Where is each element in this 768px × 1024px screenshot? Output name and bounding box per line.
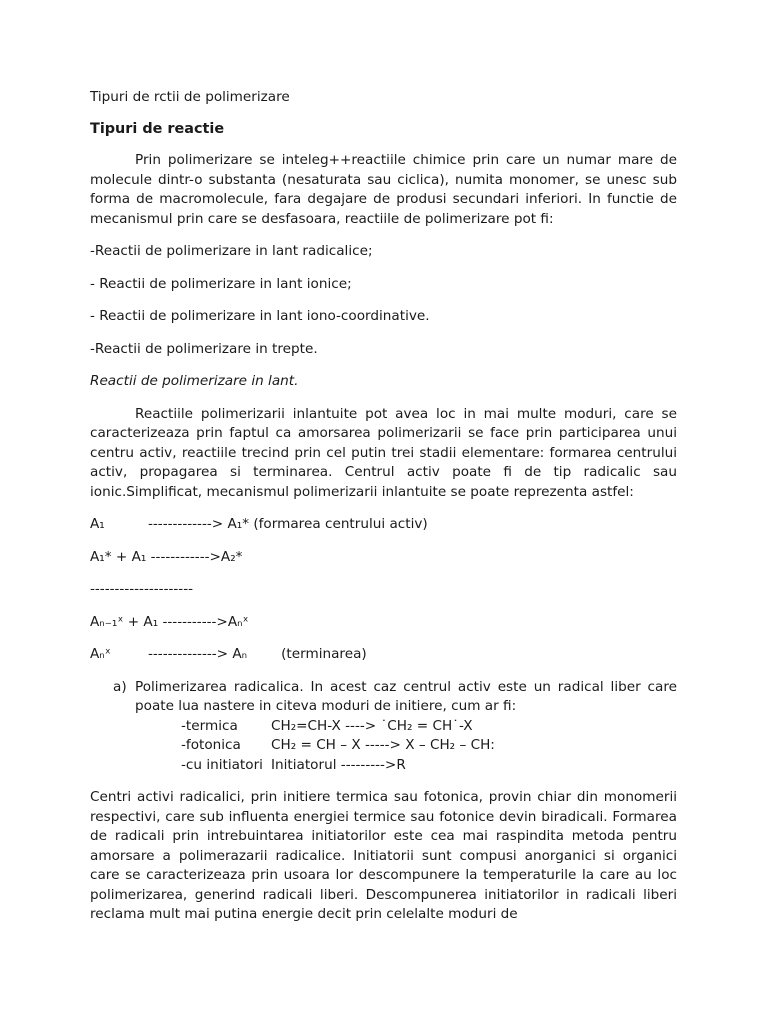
equation-termination (90, 645, 677, 665)
method-name: -cu initiatori (181, 756, 263, 773)
equation-initiation-left: A₁ (90, 516, 105, 532)
chain-paragraph: Reactiile polimerizarii inlantuite pot avea loc in mai multe moduri, care se caracterizeaza prin faptul ca amorsarea polimerizarii se face prin participarea unui centru activ, reactiile trecind prin cel putin trei stadii elementare: formarea centrului activ, propagarea si terminarea. Centrul activ poate fi de tip radicalic sau ionic.Simplificat, mecanismul polimerizarii inlantuite se poate reprezenta astfel: (90, 405, 677, 500)
equation-propagation-general: Aₙ₋₁ˣ + A₁ ----------->Aₙˣ (90, 613, 249, 630)
type-item-ionic: - Reactii de polimerizare in lant ionice; (90, 275, 352, 292)
method-reaction: CH₂ = CH – X -----> X – CH₂ – CH: (271, 737, 495, 753)
type-item-radical: -Reactii de polimerizare in lant radicalice; (90, 243, 373, 259)
equation-termination-right: (terminarea) (281, 646, 367, 662)
equation-separator: --------------------- (90, 581, 194, 597)
type-item-step: -Reactii de polimerizare in trepte. (90, 340, 318, 357)
method-reaction: CH₂=CH-X ----> ˙CH₂ = CH˙-X (271, 717, 473, 734)
document-page (90, 88, 677, 925)
list-item-text: Polimerizarea radicalica. In acest caz centrul activ este un radical liber care poate lua nastere in citeva moduri de initiere, cum ar fi: (135, 678, 677, 714)
equation-termination-left: Aₙˣ (90, 646, 111, 662)
chain-section-title: Reactii de polimerizare in lant. (90, 373, 299, 389)
equation-initiation-right: -------------> A₁* (formarea centrului activ) (148, 516, 428, 532)
document-title: Tipuri de rctii de polimerizare (90, 89, 290, 105)
final-paragraph: Centri activi radicalici, prin initiere termica sau fotonica, provin chiar din monomerii respectivi, care sub influenta energiei termice sau fotonice devin biradicali. Formarea de radicali prin intrebuintarea initiatorilor este cea mai raspindita metoda pentru amorsare a polimerazarii radicalice. Initiatorii sunt compusi anorganici si organici care se caracterizeaza prin usoara lor descompunere la temperaturile la care au loc polimerizarea, generind radicali liberi. Descompunerea initiatorilor in radicali liberi reclama mult mai putina energie decit prin celelalte moduri de (90, 789, 677, 922)
intro-paragraph: Prin polimerizare se inteleg++reactiile chimice prin care un numar mare de molecule dintr-o substanta (nesaturata sau ciclica), numita monomer, se unesc sub forma de macromolecule, fara degajare de produsi secundari inferiori. In functie de mecanismul prin care se desfasoara, reactiile de polimerizare pot fi: (90, 152, 677, 227)
list-item-radical-polymerization (90, 678, 677, 776)
equation-termination-mid: --------------> Aₙ (148, 646, 248, 662)
initiation-method-photonic (135, 736, 677, 756)
list-marker: a) (113, 678, 127, 695)
section-heading: Tipuri de reactie (90, 120, 225, 137)
method-reaction: Initiatorul --------->R (271, 756, 406, 773)
initiation-method-initiators (135, 756, 677, 776)
equation-initiation (90, 515, 677, 535)
type-item-coordinative: - Reactii de polimerizare in lant iono-coordinative. (90, 308, 430, 324)
method-name: -termica (181, 717, 238, 734)
initiation-method-thermal (135, 717, 677, 737)
equation-propagation-first: A₁* + A₁ ------------>A₂* (90, 548, 243, 565)
method-name: -fotonica (181, 737, 241, 753)
